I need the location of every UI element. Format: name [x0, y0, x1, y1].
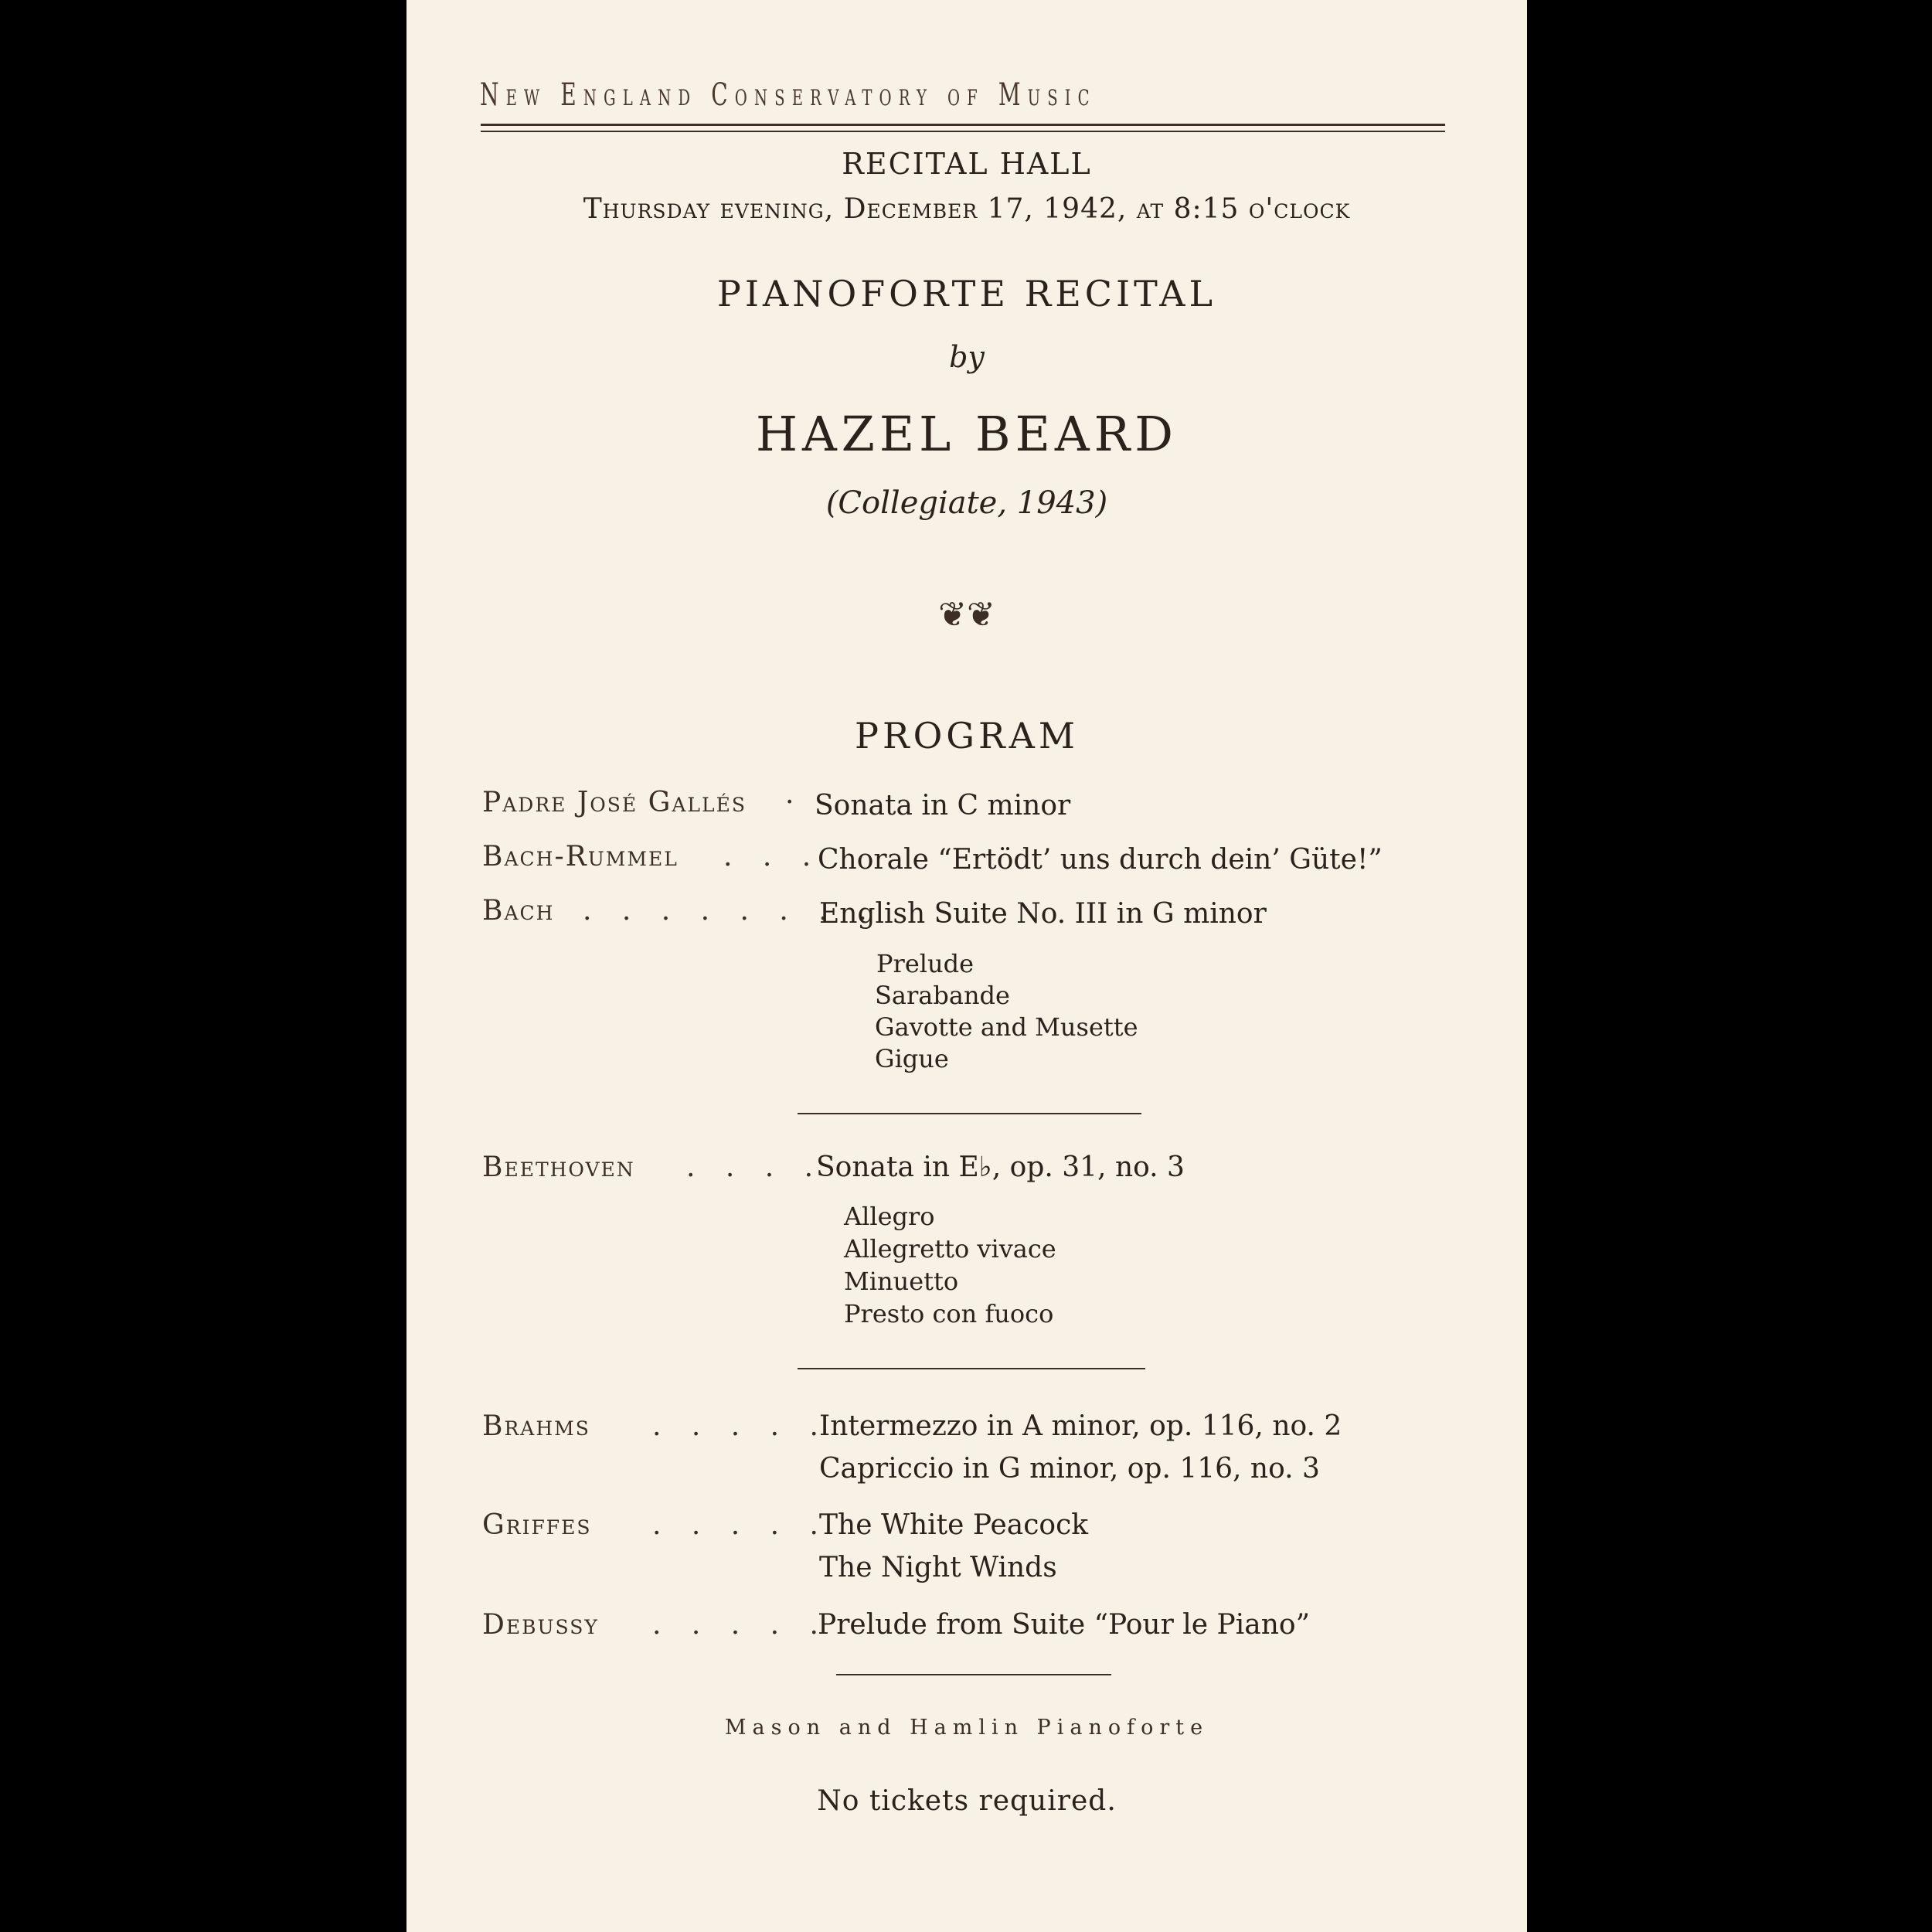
- event-date: Thursday evening, December 17, 1942, at 8:15 o'clock: [583, 193, 1351, 225]
- composer-bach-rummel: Bach-Rummel: [482, 841, 679, 872]
- hall-name: RECITAL HALL: [842, 147, 1092, 181]
- work-title: Sonata in E♭, op. 31, no. 3: [816, 1151, 1185, 1183]
- by-line: by: [949, 340, 985, 374]
- movement: Sarabande: [875, 981, 1010, 1010]
- piano-credit: Mason and Hamlin Pianoforte: [724, 1716, 1209, 1740]
- work-title: Prelude from Suite “Pour le Piano”: [818, 1609, 1310, 1641]
- section-divider: [798, 1113, 1141, 1114]
- composer-bach: Bach: [482, 895, 555, 927]
- work-title: The Night Winds: [819, 1552, 1057, 1583]
- program-heading: PROGRAM: [855, 715, 1079, 757]
- work-title: Capriccio in G minor, op. 116, no. 3: [819, 1453, 1320, 1485]
- recital-title: PIANOFORTE RECITAL: [716, 273, 1217, 315]
- institution-header: New England Conservatory of Music: [480, 77, 1097, 113]
- ticket-note: No tickets required.: [817, 1785, 1117, 1817]
- leader-dots: . . .: [723, 841, 822, 872]
- composer-beethoven: Beethoven: [482, 1151, 635, 1183]
- work-title: The White Peacock: [819, 1509, 1089, 1541]
- work-title: Chorale “Ertödt’ uns durch dein’ Güte!”: [818, 844, 1383, 876]
- movement: Gigue: [875, 1044, 949, 1073]
- movement: Gavotte and Musette: [875, 1012, 1138, 1042]
- fleuron-ornament-icon: ❦❦: [938, 595, 995, 634]
- movement: Allegro: [844, 1202, 935, 1231]
- header-double-rule: [481, 124, 1445, 132]
- performer-name: HAZEL BEARD: [755, 406, 1179, 462]
- leader-dots: ·: [785, 787, 805, 818]
- work-title: Sonata in C minor: [815, 790, 1071, 821]
- section-divider: [836, 1674, 1111, 1675]
- leader-dots: . . . .: [686, 1151, 825, 1183]
- program-page: [406, 0, 1527, 1932]
- movement: Allegretto vivace: [844, 1234, 1056, 1264]
- leader-dots: . . . . . . . .: [583, 895, 878, 927]
- leader-dots: . . . . .: [652, 1509, 829, 1541]
- work-title: Intermezzo in A minor, op. 116, no. 2: [819, 1410, 1342, 1442]
- section-divider: [798, 1368, 1145, 1369]
- composer-griffes: Griffes: [482, 1509, 592, 1541]
- leader-dots: . . . . .: [652, 1410, 829, 1442]
- leader-dots: . . . . .: [652, 1609, 829, 1641]
- composer-galles: Padre José Gallés: [482, 787, 747, 818]
- composer-debussy: Debussy: [482, 1609, 599, 1641]
- movement: Minuetto: [844, 1267, 959, 1296]
- movement: Presto con fuoco: [844, 1299, 1054, 1328]
- work-title: English Suite No. III in G minor: [819, 898, 1267, 930]
- composer-brahms: Brahms: [482, 1410, 590, 1442]
- performer-note: (Collegiate, 1943): [825, 485, 1108, 521]
- movement: Prelude: [876, 949, 975, 978]
